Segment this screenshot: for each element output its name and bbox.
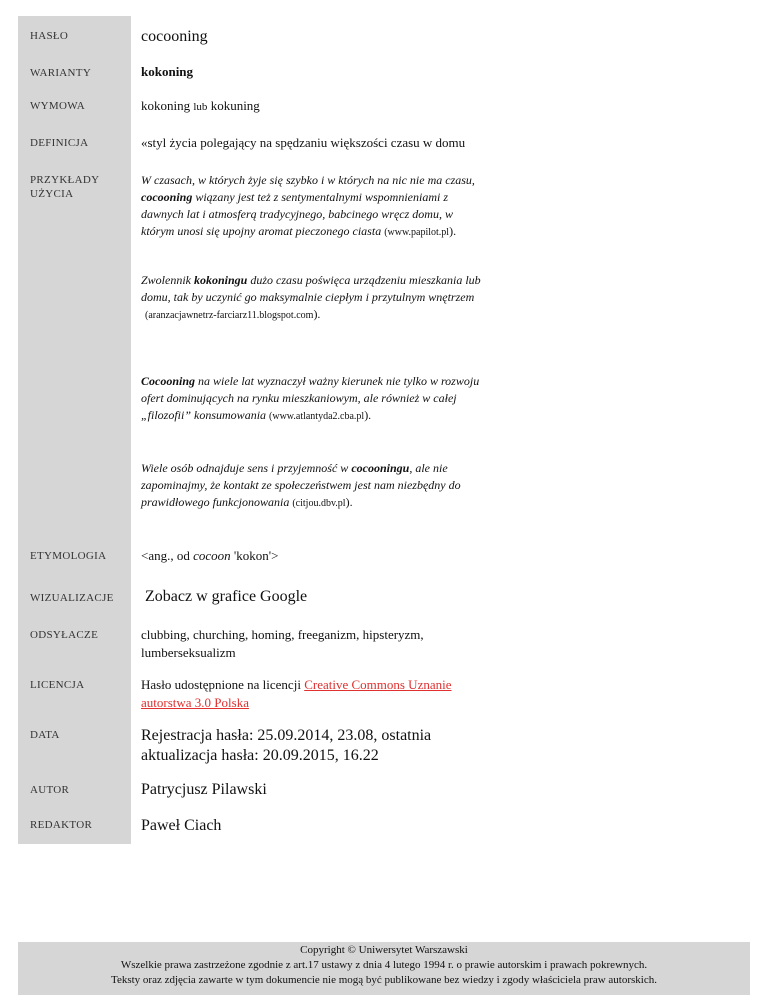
example-4-rest: , ale nie zapominajmy, że kontakt ze społeczeństwem jest nam niezbędny do prawidłowego funkcjonowania	[141, 461, 461, 509]
definition: «styl życia polegający na spędzaniu większości czasu w domu	[141, 135, 466, 150]
label-wizualizacje: WIZUALIZACJE	[30, 592, 114, 604]
etymology-word: cocoon	[193, 548, 231, 563]
example-3-keyword: Cocooning	[141, 374, 196, 388]
license-link[interactable]: Creative Commons Uznanie autorstwa 3.0 Polska	[141, 677, 452, 710]
example-1-rest: wiązany jest też z sentymentalnymi wspomnieniami z dawnych lat i atmosferą tradycyjnego, babcinego wręcz domu, w którym unosi się upojny aromat pieczonego ciasta	[141, 190, 453, 238]
license	[141, 676, 471, 712]
label-przyklady-1: PRZYKŁADY	[30, 174, 100, 186]
example-3-source: (www.atlantyda2.cba.pl	[269, 411, 365, 422]
label-redaktor: REDAKTOR	[30, 819, 93, 831]
label-odsylacze: ODSYŁACZE	[30, 629, 99, 641]
footer-copyright: Copyright © Uniwersytet Warszawski	[300, 944, 468, 956]
google-images-link[interactable]: Zobacz w grafice Google	[145, 588, 308, 605]
example-3-end: ).	[364, 408, 372, 422]
label-definicja: DEFINICJA	[30, 137, 89, 149]
example-1	[141, 172, 486, 241]
label-przyklady-2: UŻYCIA	[30, 188, 74, 200]
pronunciation	[141, 97, 501, 116]
example-1-source: (www.papilot.pl	[384, 227, 450, 238]
license-text: Hasło udostępnione na licencji	[141, 677, 305, 692]
editor: Paweł Ciach	[141, 817, 222, 834]
label-warianty: WARIANTY	[30, 67, 92, 79]
example-4-end: ).	[345, 495, 353, 509]
example-4-keyword: cocooningu	[351, 461, 410, 475]
label-przyklady	[30, 173, 99, 201]
label-licencja: LICENCJA	[30, 679, 85, 691]
etymology-pre: <ang., od	[141, 548, 194, 563]
example-2	[141, 272, 486, 324]
cross-references: clubbing, churching, homing, freeganizm, hipsteryzm, lumberseksualizm	[141, 627, 424, 660]
variant: kokoning	[141, 64, 194, 79]
example-1-end: ).	[449, 224, 457, 238]
label-autor: AUTOR	[30, 784, 70, 796]
example-4-source: (citjou.dbv.pl	[292, 498, 346, 509]
example-4-text: Wiele osób odnajduje sens i przyjemność w	[141, 461, 352, 475]
example-2-end: ).	[313, 307, 321, 321]
example-3-rest: na wiele lat wyznaczył ważny kierunek nie tylko w rozwoju ofert dominujących na rynku mieszkaniowym, ale również w całej „filozofii” konsumowania	[141, 374, 480, 422]
pronunciation-1: kokoning	[141, 98, 191, 113]
headword: cocooning	[141, 28, 208, 45]
footer-notice: Teksty oraz zdjęcia zawarte w tym dokumencie nie mogą być publikowane bez wiedzy i zgody właściciela praw autorskich.	[111, 974, 657, 986]
footer-rights: Wszelkie prawa zastrzeżone zgodnie z art.17 ustawy z dnia 4 lutego 1994 r. o prawie autorskim i prawach pokrewnych.	[120, 959, 648, 971]
label-etymologia: ETYMOLOGIA	[30, 550, 107, 562]
etymology-post: 'kokon'>	[230, 548, 279, 563]
dates: Rejestracja hasła: 25.09.2014, 23.08, ostatnia aktualizacja hasła: 20.09.2015, 16.22	[141, 727, 432, 764]
example-3	[141, 373, 486, 425]
label-haslo: HASŁO	[30, 30, 69, 42]
label-wymowa: WYMOWA	[30, 100, 85, 112]
footer	[18, 942, 750, 995]
pronunciation-2: kokuning	[210, 98, 260, 113]
example-4	[141, 460, 486, 512]
example-2-text: Zwolennik	[141, 273, 194, 287]
etymology	[141, 547, 501, 565]
example-1-text: W czasach, w których żyje się szybko i w których na nic nie ma czasu,	[141, 173, 475, 187]
example-1-keyword: cocooning	[141, 190, 193, 204]
example-2-rest: dużo czasu poświęca urządzeniu mieszkania lub domu, tak by uczynić go maksymalnie ciepłym i przytulnym wnętrzem	[141, 273, 481, 304]
author: Patrycjusz Pilawski	[141, 781, 267, 798]
label-data: DATA	[30, 729, 60, 741]
pronunciation-or: lub	[193, 101, 208, 113]
example-2-source: (aranzacjawnetrz-farciarz11.blogspot.com	[145, 310, 314, 321]
example-2-keyword: kokoningu	[194, 273, 248, 287]
